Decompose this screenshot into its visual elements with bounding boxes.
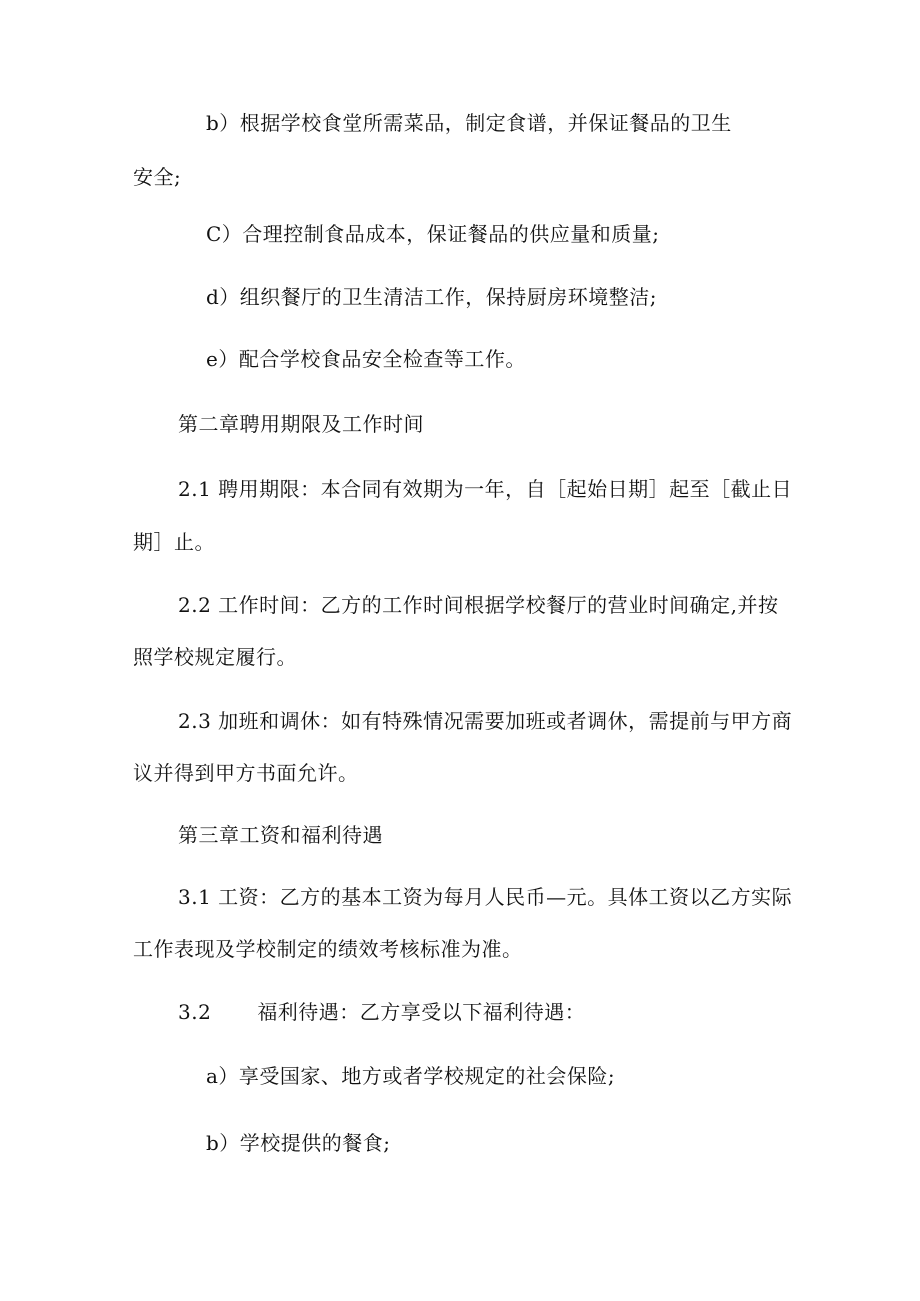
duty-item-e: e）配合学校食品安全检查等工作。 [206, 347, 526, 371]
benefit-item-b: b）学校提供的餐食; [206, 1131, 391, 1155]
clause-2-3-continued: 议并得到甲方书面允许。 [133, 761, 359, 785]
clause-2-1-continued: 期］止。 [133, 530, 215, 554]
benefit-item-a: a）享受国家、地方或者学校规定的社会保险; [206, 1064, 616, 1088]
clause-2-3: 2.3 加班和调休：如有特殊情况需要加班或者调休，需提前与甲方商 [178, 709, 793, 733]
chapter-three-heading: 第三章工资和福利待遇 [178, 823, 383, 847]
clause-2-2-continued: 照学校规定履行。 [133, 645, 297, 669]
duty-item-d: d）组织餐厅的卫生清洁工作，保持厨房环境整洁; [206, 285, 658, 309]
clause-2-2: 2.2 工作时间：乙方的工作时间根据学校餐厅的营业时间确定,并按 [178, 593, 779, 617]
duty-item-c: C）合理控制食品成本，保证餐品的供应量和质量; [206, 222, 660, 246]
clause-3-1-continued: 工作表现及学校制定的绩效考核标准为准。 [133, 937, 523, 961]
clause-2-1: 2.1 聘用期限：本合同有效期为一年，自［起始日期］起至［截止日 [178, 477, 793, 501]
clause-3-2 [178, 999, 585, 1025]
duty-item-b: b）根据学校食堂所需菜品，制定食谱，并保证餐品的卫生 [206, 111, 732, 135]
clause-3-2-number: 3.2 [178, 1000, 212, 1024]
duty-item-b-continued: 安全; [133, 165, 182, 189]
clause-3-1: 3.1 工资：乙方的基本工资为每月人民币—元。具体工资以乙方实际 [178, 885, 793, 909]
chapter-two-heading: 第二章聘用期限及工作时间 [178, 412, 424, 436]
clause-3-2-text: 福利待遇：乙方享受以下福利待遇： [257, 1000, 586, 1024]
